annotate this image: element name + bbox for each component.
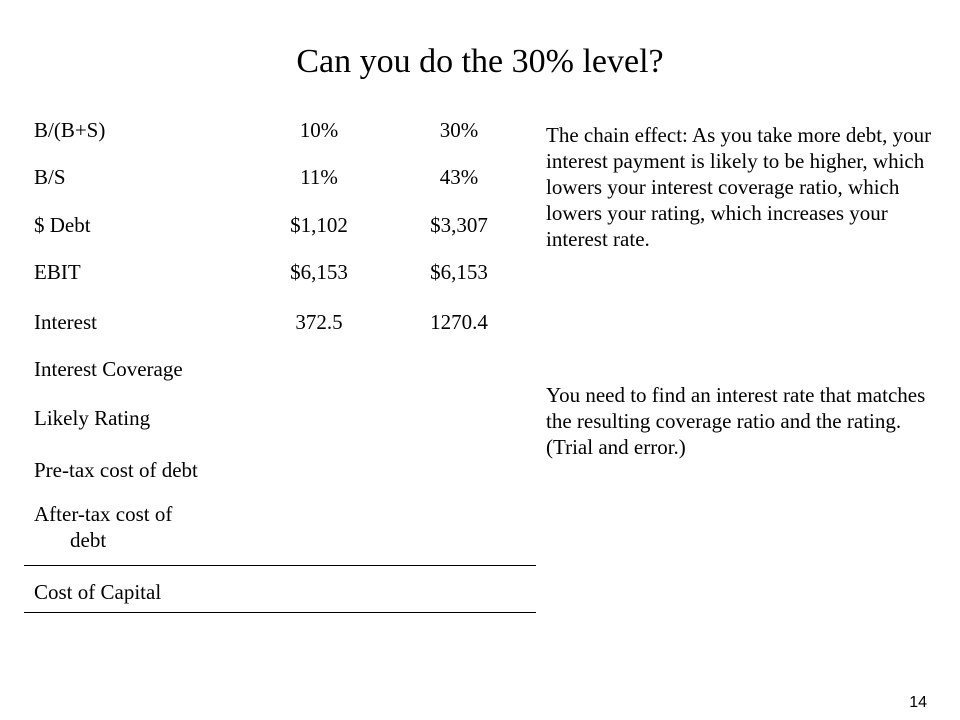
value-10pct: 372.5 — [295, 310, 343, 334]
value-10pct: $1,102 — [290, 213, 348, 237]
row-label: Interest — [34, 310, 97, 334]
value-10pct: 11% — [300, 165, 338, 189]
row-label: Cost of Capital — [34, 580, 162, 604]
table-divider — [24, 565, 536, 566]
value-30pct: $3,307 — [430, 213, 488, 237]
chain-effect-note: The chain effect: As you take more debt, your interest payment is likely to be higher, which lowers your interest coverage ratio, which lowers your rating, which increases your interest rate. — [546, 123, 932, 251]
value-10pct: 10% — [299, 118, 339, 142]
slide-title: Can you do the 30% level? — [296, 43, 664, 80]
row-label: B/(B+S) — [34, 118, 106, 142]
row-label — [34, 501, 244, 553]
trial-error-note: You need to find an interest rate that matches the resulting coverage ratio and the rating. (Trial and error.) — [546, 383, 926, 459]
row-label: B/S — [34, 165, 66, 189]
row-label: Likely Rating — [34, 406, 151, 430]
row-label: Interest Coverage — [34, 357, 183, 381]
row-label-line: After-tax cost of — [34, 502, 173, 526]
row-label: EBIT — [34, 260, 81, 284]
table-divider — [24, 612, 536, 613]
value-30pct: 30% — [439, 118, 479, 142]
page-number: 14 — [909, 694, 927, 711]
value-30pct: 43% — [439, 165, 479, 189]
value-30pct: $6,153 — [430, 260, 488, 284]
value-30pct: 1270.4 — [430, 310, 488, 334]
value-10pct: $6,153 — [290, 260, 348, 284]
row-label: $ Debt — [34, 213, 91, 237]
row-label: Pre-tax cost of debt — [34, 458, 198, 482]
row-label-line: debt — [70, 528, 107, 552]
